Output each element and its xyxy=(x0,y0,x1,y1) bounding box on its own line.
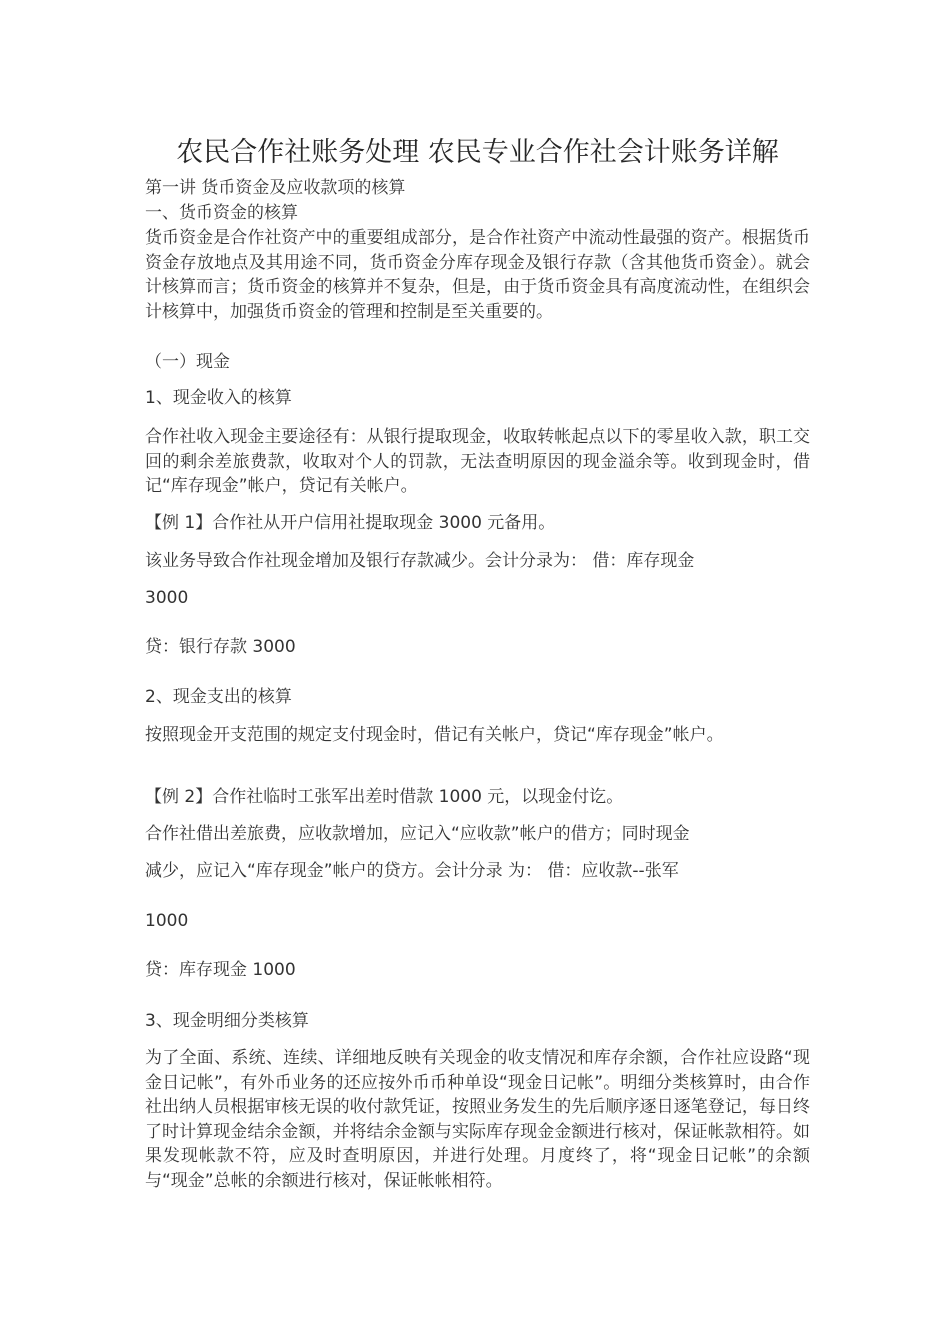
example-2: 【例 2】合作社临时工张军出差时借款 1000 元，以现金付讫。 xyxy=(145,787,624,807)
heading-cash-ledger: 3、现金明细分类核算 xyxy=(145,1011,309,1031)
heading-cash-expense: 2、现金支出的核算 xyxy=(145,687,292,707)
example-1-credit: 贷：银行存款 3000 xyxy=(145,637,296,657)
example-2-amount: 1000 xyxy=(145,911,189,931)
section-heading: 一、货币资金的核算 xyxy=(145,203,298,223)
heading-cash-income: 1、现金收入的核算 xyxy=(145,388,292,408)
example-1-entry: 该业务导致合作社现金增加及银行存款减少。会计分录为： 借：库存现金 xyxy=(145,551,695,571)
example-1-amount: 3000 xyxy=(145,588,189,608)
lecture-heading: 第一讲 货币资金及应收款项的核算 xyxy=(145,178,406,198)
example-2-line-2: 减少，应记入“库存现金”帐户的贷方。会计分录 为： 借：应收款--张军 xyxy=(145,861,679,881)
paragraph-cash-expense: 按照现金开支范围的规定支付现金时，借记有关帐户，贷记“库存现金”帐户。 xyxy=(145,725,724,745)
document-title: 农民合作社账务处理 农民专业合作社会计账务详解 xyxy=(176,137,779,168)
paragraph-cash-income: 合作社收入现金主要途径有：从银行提取现金，收取转帐起点以下的零星收入款，职工交回的剩余差旅费款，收取对个人的罚款，无法查明原因的现金溢余等。收到现金时，借记“库存现金”帐户，贷记有关帐户。 xyxy=(145,427,810,496)
subsection-heading: （一）现金 xyxy=(145,352,230,372)
example-2-credit: 贷：库存现金 1000 xyxy=(145,960,296,980)
intro-paragraph: 货币资金是合作社资产中的重要组成部分，是合作社资产中流动性最强的资产。根据货币资金存放地点及其用途不同，货币资金分库存现金及银行存款（含其他货币资金）。就会计核算而言；货币资金的核算并不复杂，但是，由于货币资金具有高度流动性，在组织会计核算中，加强货币资金的管理和控制是至关重要的。 xyxy=(145,228,810,322)
example-1: 【例 1】合作社从开户信用社提取现金 3000 元备用。 xyxy=(145,513,556,533)
example-2-line-1: 合作社借出差旅费，应收款增加，应记入“应收款”帐户的借方；同时现金 xyxy=(145,824,690,844)
paragraph-cash-ledger: 为了全面、系统、连续、详细地反映有关现金的收支情况和库存余额，合作社应设路“现金日记帐”，有外币业务的还应按外币币种单设“现金日记帐”。明细分类核算时，由合作社出纳人员根据审核无误的收付款凭证，按照业务发生的先后顺序逐日逐笔登记，每日终了时计算现金结余金额，并将结余金额与实际库存现金金额进行核对，保证帐款相符。如果发现帐款不符，应及时查明原因，并进行处理。月度终了，将“现金日记帐”的余额与“现金”总帐的余额进行核对，保证帐帐相符。 xyxy=(145,1048,810,1191)
